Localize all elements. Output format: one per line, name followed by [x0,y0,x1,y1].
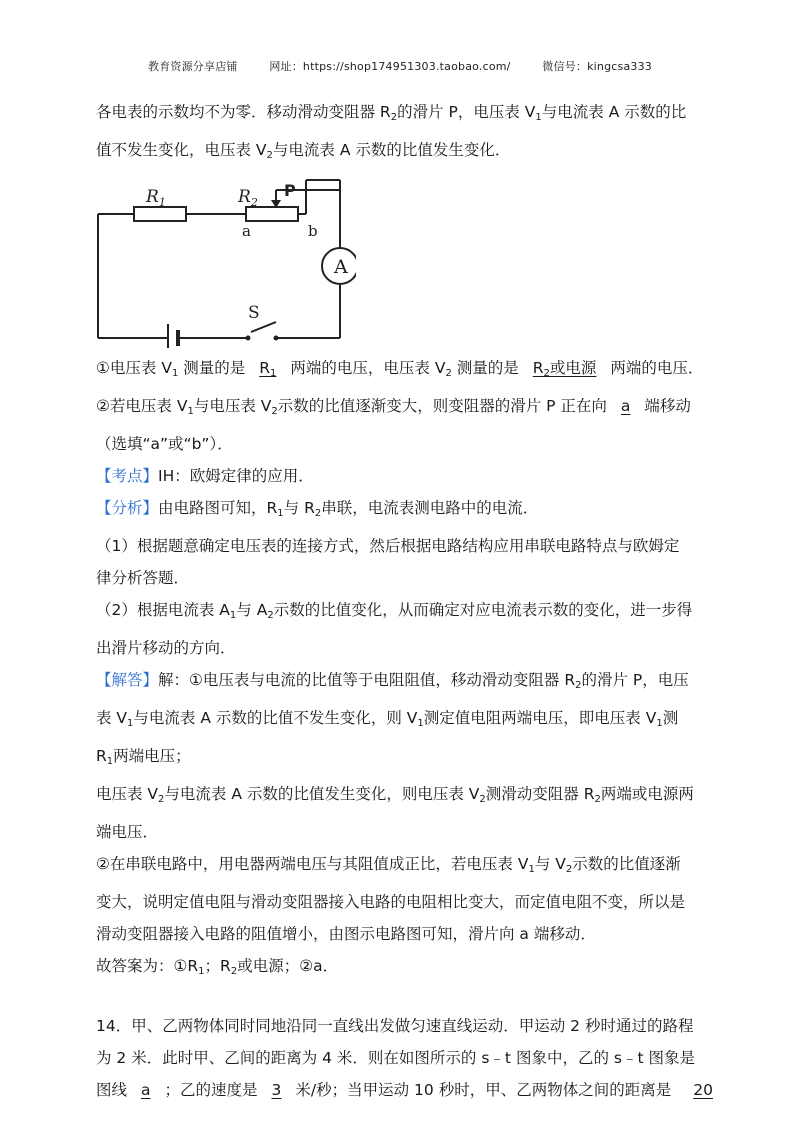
question-1: ①电压表 $V_1$ 测量的是 $R_1$ 两端的电压，电压表 $V_2$ 测量的是 $R_2$或电源 两端的电压． [96,359,704,379]
label-end-a: a [242,222,251,240]
fenxi-p1-line1: （1）根据题意确定电压表的连接方式，然后根据电路结构应用串联电路特点与欧姆定 [96,537,680,555]
circuit-diagram [96,178,356,348]
jieda-line-6: ②在串联电路中，用电器两端电压与其阻值成正比，若电压表 $V_1$与 $V_2$示数的比值逐渐 [96,855,681,875]
label-r1: $R_1$ [146,187,166,209]
question-14-line-2: 为 2 米．此时甲、乙间的距离为 4 米．则在如图所示的 s﹣t 图象中，乙的 s﹣t 图象是 [96,1049,695,1067]
label-switch: S [248,303,260,323]
rheostat-r2 [246,207,298,221]
page-header [0,58,800,74]
label-ammeter: A [334,256,348,278]
question-2-hint: （选填“a”或“b”）． [96,435,233,453]
fenxi-p2-line2: 出滑片移动的方向． [96,639,236,657]
question-2: ②若电压表 $V_1$与电压表 $V_2$示数的比值逐渐变大，则变阻器的滑片 P 正在向 a 端移动 [96,397,691,417]
fenxi-p2-line1: （2）根据电流表 $A_1$与 $A_2$示数的比值变化，从而确定对应电流表示数的变化，进一步得 [96,601,693,621]
q14-answer-2: 3 [271,1081,282,1099]
answer-2: $R_2$或电源 [532,359,597,379]
question-14-line-3: 图线 a ；乙的速度是 3 米/秒；当甲运动 10 秒时，甲、乙两物体之间的距离是 20 [96,1081,713,1099]
jieda-line-4: 电压表 $V_2$与电流表 A 示数的比值发生变化，则电压表 $V_2$测滑动变阻器 $R_2$两端或电源两 [96,785,694,805]
document-body [96,96,713,1106]
jieda-line-7: 变大，说明定值电阻与滑动变阻器接入电路的电阻相比变大，而定值电阻不变，所以是 [96,893,686,911]
jieda-line-5: 端电压． [96,823,159,841]
jieda-line-2: 表 $V_1$与电流表 A 示数的比值不发生变化，则 $V_1$测定值电阻两端电压，即电压表 $V_1$测 [96,709,679,729]
kaodian: 【考点】IH：欧姆定律的应用． [96,467,314,485]
shop-name: 教育资源分享店铺 [148,60,238,73]
q14-answer-3: 20 [693,1081,713,1099]
answer-1: $R_1$ [259,359,277,379]
answer-3: a [620,397,631,415]
wechat-id: 微信号：kingcsa333 [542,60,652,73]
label-r2: $R_2$ [238,187,258,209]
intro-line-1: 各电表的示数均不为零．移动滑动变阻器 $R_2$的滑片 P，电压表 $V_1$与电流表 A 示数的比 [96,103,687,123]
fenxi-p1-line2: 律分析答题． [96,569,190,587]
intro-line-2: 值不发生变化，电压表 $V_2$与电流表 A 示数的比值发生变化． [96,141,511,161]
resistor-r1 [134,207,186,221]
jieda-line-1: 【解答】解：①电压表与电流的比值等于电阻阻值，移动滑动变阻器 $R_2$的滑片 P，电压 [96,671,689,691]
q14-answer-1: a [141,1081,151,1099]
label-end-b: b [308,222,318,240]
question-14-line-1: 14．甲、乙两物体同时同地沿同一直线出发做匀速直线运动．甲运动 2 秒时通过的路程 [96,1017,694,1035]
fenxi: 【分析】由电路图可知，$R_1$与 $R_2$串联，电流表测电路中的电流． [96,499,539,519]
shop-url: 网址：https://shop174951303.taobao.com/ [269,60,511,73]
jieda-line-3: $R_1$两端电压； [96,747,191,767]
jieda-line-9: 故答案为：$①R_1$；$R_2$或电源；②a． [96,957,339,977]
label-slider: P [284,181,296,200]
jieda-line-8: 滑动变阻器接入电路的阻值增小，由图示电路图可知，滑片向 a 端移动． [96,925,596,943]
